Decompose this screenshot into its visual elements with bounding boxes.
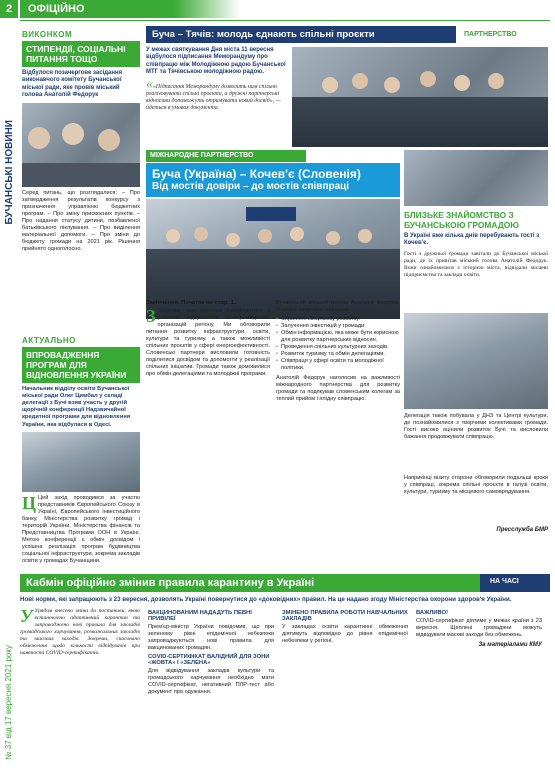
sub-vaccinated: ВАКЦИНОВАНИМ НАДАДУТЬ ПЕВНІ ПРИВІЛЕЇ [148,609,252,622]
photo-city-visit [404,313,548,409]
paper-name: БУЧАНСЬКІ НОВИНИ [4,120,15,225]
article-quarantine [20,574,550,764]
issue-date: № 37 від 17 вересня 2021 року [4,645,13,760]
title-stipends: СТИПЕНДІЇ, СОЦІАЛЬНІ ПИТАННЯ ТОЩО [22,41,140,67]
list-item: • Співпраця у сфері освіти та молодіжної політики. [276,358,400,372]
section-header: ОФІЦІЙНО [20,0,240,18]
header-divider [20,20,550,21]
right-text3: Наприкінці візиту сторони обговорили подальші кроки у співпраці, зокрема спільні проєкти в галузі освіти, культури, туризму та місцевого самоврядування. [404,474,548,495]
right-lead: В Україні вже кілька днів перебувають гості з Кочев'є. [404,233,540,247]
quarantine-col2: Прем'єр-міністр України повідомив, що при зеленому рівні епідемічної небезпеки запроваджуються нові правила для вакцинованих громадян. [148,623,274,651]
text-stipends: Серед питань, що розглядалися: – Про затвердження результатів конкурсу з призначення управлінню бюджетних програм. – Про зміну присвоєних пунктів. – Про надання статусу дитини, позбавленої батьківського піклування. – Про виділення матеріальної допомоги. – Про зміни до бюджету громади на 2021 рік. Рішення прийнято одноголосно. [22,189,140,252]
list-item: • Сприяння місцевому розвитку. [276,316,400,323]
title-bucha-tyachiv: Буча – Тячів: молодь єднають спільні проєкти [146,26,456,43]
list-item: • Обмін інформацією, яка може бути корисною для розвитку партнерських відносин. [276,330,400,344]
right-text2: Делегація також побувала у ДНЗ та Центрі культури, де познайомилися з творчими колективами громади. Гості високо оцінили розвиток Бучі та висловили бажання продовжувати співпрацю. [404,412,548,440]
quarantine-col3: Для відвідування закладів культури та громадського харчування необхідно мати COVID-сертифікат, негативний ПЛР-тест або документ про одужання. [148,667,274,695]
quarantine-lead: Нові норми, які запрацюють з 23 вересня, дозволять Україні повернутися до «доковідних» правил. На це надано згоду Міністерства охорони здоров'я України. [20,596,512,603]
category-international: МІЖНАРОДНЕ ПАРТНЕРСТВО [146,150,306,162]
quarantine-title: Кабмін офіційно змінив правила карантину в Україні [20,574,480,592]
partnership-tag: ПАРТНЕРСТВО [464,31,517,38]
main-col1: З Зокрема, нам вдалося ознайомитися з роботою підприємств та громадських організацій регіону. Ми обговорили питання розвитку інфраструктури, освіти, культури та туризму, а також можливості спільних проєктів у сфері енергоефективності. Словенські партнери висловили готовність поділитися досвідом та допомогти у реалізації спільних ініціатив. Громади також домовилися про обмін делегаціями та молодіжні програми. [146,308,270,377]
list-item: • Залучення інвестицій у громади. [276,323,400,330]
right-title: БЛИЗЬКЕ ЗНАЙОМСТВО З БУЧАНСЬКОЮ ГРОМАДОЮ [404,210,519,230]
photo-executive-meeting [22,103,140,187]
right-text1: Гості з дружньої громади завітали до Бучанської міської ради, де їх привітав міський голова Анатолій Федорук. Вони ознайомилися з історією міста, відвідали місцеві підприємства та заклади освіти. [404,250,548,278]
list-item: • Проведення спільних культурних заходів. [276,344,400,351]
photo-conference [22,432,140,492]
cooperation-list [276,316,400,372]
vertical-strip [2,60,16,760]
big-title-box [146,163,400,197]
quote-bucha-tyachiv: ««Підписання Меморандуму дозволить нам спільно реалізовувати спільні проєкти, а дружні партнерські відносини допоможуть отримувати новий досвід», — йдеться в умовах документа. [146,76,281,111]
main-text-columns [146,300,400,552]
label-actual: АКТУАЛЬНО [22,335,76,345]
label-vykonkom: ВИКОНКОМ [22,30,73,39]
big-subtitle: Від мостів довіри – до мостів співпраці [152,181,350,192]
sub-education: ЗМІНЕНО ПРАВИЛА РОБОТИ НАВЧАЛЬНИХ ЗАКЛАДІВ [282,609,408,622]
page-number: 2 [0,0,18,18]
photo-guests [404,150,548,206]
title-programs: ВПРОВАДЖЕННЯ ПРОГРАМ ДЛЯ ВІДНОВЛЕННЯ УКРАЇНИ [22,347,140,383]
lead-bucha-tyachiv: У межах святкування Дня міста 11 вересня відбулося підписання Меморандуму про співпрацю між Молодіжною радою Бучанської МТГ та Тячівською молодіжною радою. [146,47,286,76]
right-signature: Пресслужба БМР [496,526,548,533]
sub-certificate: COVID-СЕРТИФІКАТ ВАЛІДНИЙ ДЛЯ ЗОНИ «ЖОВТА» І «ЗЕЛЕНА» [148,653,270,666]
article-bucha-tyachiv [146,26,548,146]
article-bucha-kocevje [146,150,400,319]
list-item: • Розвиток туризму та обмін делегаціями. [276,351,400,358]
lead-programs: Начальник відділу освіти Бучанської міської ради Олег Цимбал у складі делегації з Бучі взяв участь у другій щорічній конференції Надзвичайної кредитної програми для відновлення України, яка відбулася в Одесі. [22,385,131,428]
quarantine-col5: COVID-сертифікат діятиме у межах країни з 23 вересня. Щеплені громадяни можуть відвідувати масові заходи без обмежень. [416,617,542,638]
big-title: Буча (Україна) – Кочев'є (Словенія) [152,167,361,181]
right-column [404,150,548,550]
text-programs: Ц Цей захід проводився за участю представників Європейського Союзу в Україні, Європейського інвестиційного банку, Міністерства розвитку громад і територій України, Міністерства фінансів та Представництва Програми ООН в Україні. Метою конференції є обмін досвідом і успішна реалізація програм будівництва соціальної інфраструктури, зокрема закладів освіти у громадах Бучанщини. [22,494,140,564]
quarantine-col1: У Урядом внесено зміни до постанови, якою встановлено адаптивний карантин та запроваджено нові правила для закладів громадського харчування, розважальних закладів та масових заходів. Зокрема, скасовано обмеження щодо кількості відвідувачів при наявності COVID-сертифікатів. [20,607,140,656]
lead-stipends: Відбулося позачергове засідання виконавчого комітету Бучанської міської ради, яке провів міський голова Анатолій Федорук [22,70,123,99]
main-col2b: Анатолій Федорук наголосив на важливості міжнародного партнерства для розвитку громади та подякував словенським колегам за теплий прийом і плідну співпрацю. [276,375,400,402]
on-time-tag: НА ЧАСІ [480,574,550,592]
left-column [22,30,140,564]
main-col2: Бучанський міський голова Анатолій Федорук. Основні напрямки співпраці: [276,300,400,313]
quarantine-signature: За матеріалами КМУ [478,641,542,648]
continued-note: Закінчення. Початок на стор. 1. [146,300,236,306]
sub-important: ВАЖЛИВО! [416,609,449,616]
quarantine-col4: У закладах освіти карантинні обмеження діятимуть відповідно до рівня епідемічної небезпеки у регіоні. [282,623,408,644]
photo-memorandum [292,47,548,147]
